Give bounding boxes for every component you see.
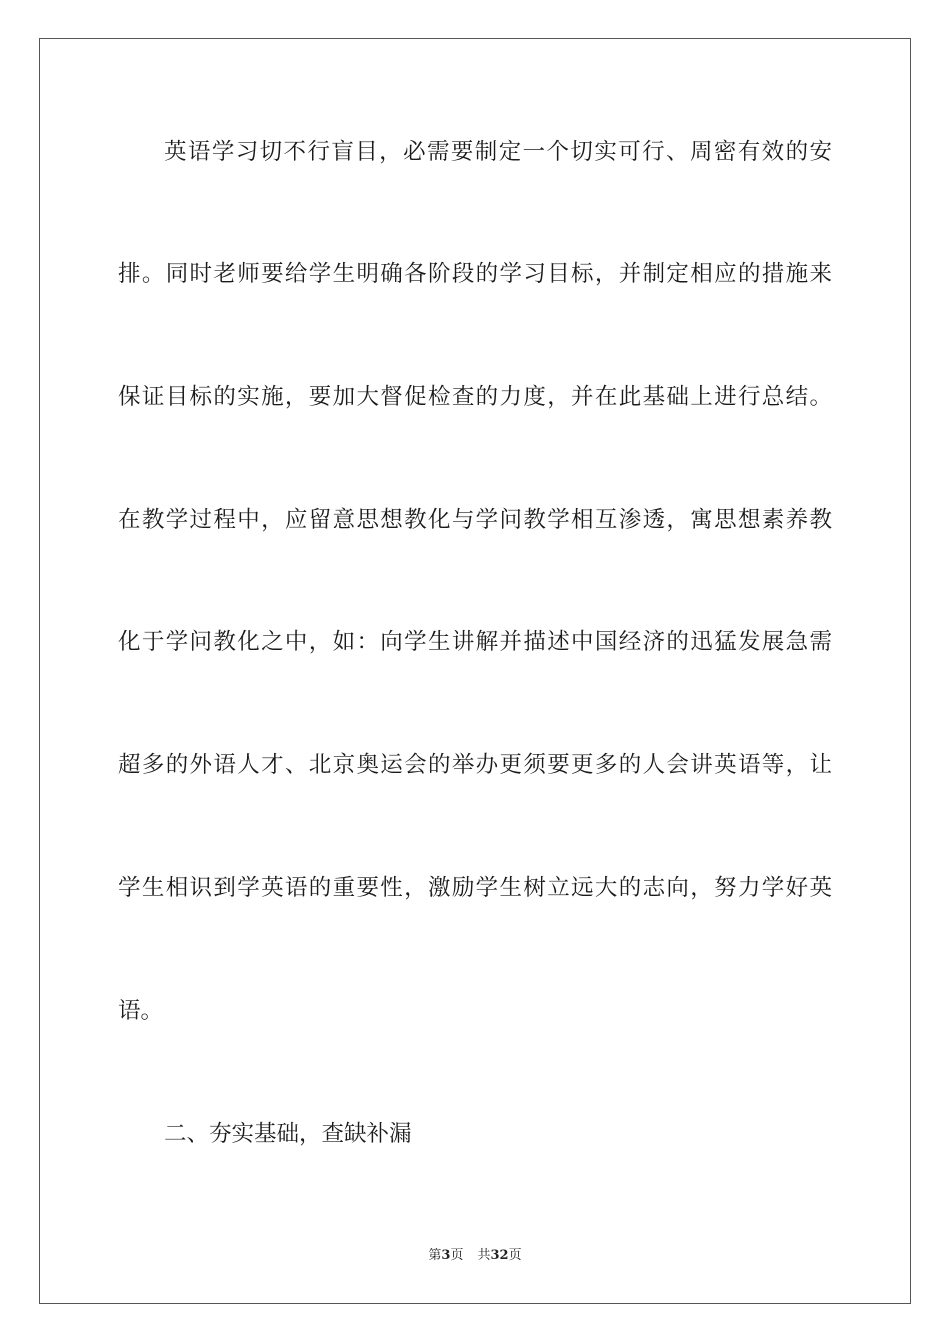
paragraph-line: 排。同时老师要给学生明确各阶段的学习目标，并制定相应的措施来 xyxy=(118,261,832,287)
page-number: 3 xyxy=(441,1248,451,1263)
paragraph-line: 学生相识到学英语的重要性，激励学生树立远大的志向，努力学好英 xyxy=(118,875,832,901)
total-pages: 32 xyxy=(490,1248,509,1263)
paragraph-line: 语。 xyxy=(118,998,164,1024)
page-border xyxy=(39,38,911,1304)
paragraph-line: 超多的外语人才、北京奥运会的举办更须要更多的人会讲英语等，让 xyxy=(118,752,832,778)
paragraph-line: 在教学过程中，应留意思想教化与学问教学相互渗透，寓思想素养教 xyxy=(118,507,832,533)
total-pages-suffix: 页 xyxy=(508,1248,522,1263)
page-number-prefix: 第 xyxy=(428,1248,442,1263)
total-pages-prefix: 共 xyxy=(477,1248,491,1263)
paragraph-line: 保证目标的实施，要加大督促检查的力度，并在此基础上进行总结。 xyxy=(118,384,832,410)
section-heading: 二、夯实基础，查缺补漏 xyxy=(164,1121,412,1147)
paragraph-line: 英语学习切不行盲目，必需要制定一个切实可行、周密有效的安 xyxy=(164,139,832,165)
page-footer xyxy=(0,1247,950,1265)
page-number-suffix: 页 xyxy=(450,1248,464,1263)
paragraph-line: 化于学问教化之中，如：向学生讲解并描述中国经济的迅猛发展急需 xyxy=(118,629,832,655)
